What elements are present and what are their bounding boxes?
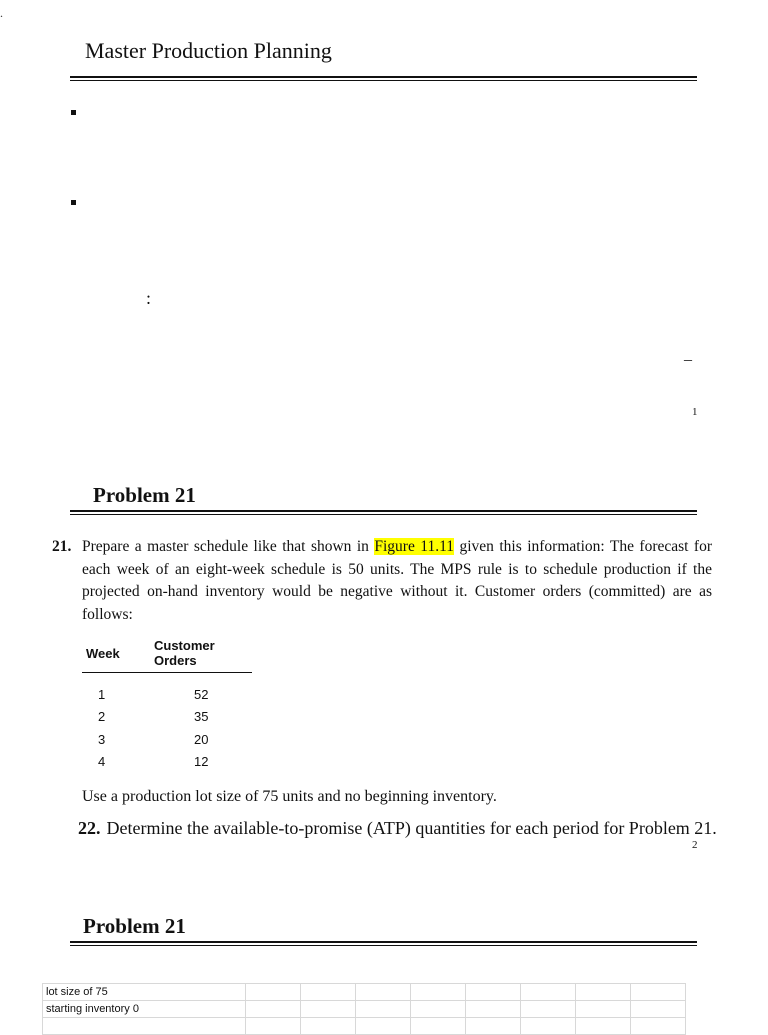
sheet-cell	[576, 1018, 631, 1035]
table-row	[82, 673, 252, 706]
sheet-row	[43, 984, 686, 1001]
sheet-cell	[521, 1018, 576, 1035]
week-cell: 4	[98, 754, 106, 770]
page-number: 1	[692, 406, 698, 418]
table-row	[82, 706, 252, 729]
title-rule	[70, 76, 697, 81]
sheet-cell	[301, 1001, 356, 1018]
heading-rule	[70, 510, 697, 515]
sheet-label-cell	[43, 1018, 246, 1035]
figure-reference-highlight: Figure 11.11	[374, 538, 455, 555]
week-cell: 3	[98, 731, 106, 747]
orders-cell: 20	[194, 731, 209, 747]
sheet-cell	[356, 1001, 411, 1018]
problem-text	[82, 536, 712, 626]
bullet-marker	[71, 110, 76, 115]
sheet-cell	[356, 1018, 411, 1035]
sheet-cell	[411, 984, 466, 1001]
sheet-cell	[246, 984, 301, 1001]
problem-heading: Problem 21	[93, 483, 196, 507]
sheet-cell	[466, 984, 521, 1001]
problem-text-end: given this information: The forecast for each week of an eight-week schedule is 50 units. The MPS rule is to schedule production if the projected on-hand inventory would be negative without it. Customer orders (committed) are as follows:	[82, 538, 712, 623]
week-cell: 2	[98, 709, 106, 725]
column-header-week: Week	[82, 638, 154, 673]
sheet-cell	[631, 1018, 686, 1035]
problem-22-statement	[78, 818, 717, 839]
sheet-cell	[576, 1001, 631, 1018]
sheet-label-cell: starting inventory 0	[43, 1001, 246, 1018]
sheet-cell	[631, 984, 686, 1001]
sheet-cell	[576, 984, 631, 1001]
heading-rule	[70, 941, 697, 946]
sheet-row	[43, 1018, 686, 1035]
problem-text: Determine the available-to-promise (ATP) quantities for each period for Problem 21.	[106, 818, 717, 838]
customer-orders-table	[82, 638, 252, 773]
problem-number: 21.	[52, 538, 72, 555]
dash-mark: _	[684, 346, 692, 363]
table-row	[82, 728, 252, 751]
sheet-cell	[411, 1001, 466, 1018]
sheet-cell	[466, 1001, 521, 1018]
sheet-cell	[521, 1001, 576, 1018]
bullet-marker	[71, 200, 76, 205]
orders-cell: 12	[194, 754, 209, 770]
sheet-cell	[301, 1018, 356, 1035]
spreadsheet-grid	[42, 983, 686, 1035]
week-cell: 1	[98, 686, 106, 702]
problem-heading: Problem 21	[83, 914, 186, 938]
problem-number: 22.	[78, 818, 101, 838]
sheet-label-cell: lot size of 75	[43, 984, 246, 1001]
sheet-row	[43, 1001, 686, 1018]
sheet-cell	[246, 1018, 301, 1035]
table-row	[82, 751, 252, 774]
problem-21-statement	[52, 536, 712, 626]
page-number: 2	[692, 839, 698, 851]
orders-cell: 35	[194, 709, 209, 725]
sheet-cell	[631, 1001, 686, 1018]
colon-mark: :	[146, 288, 152, 308]
sheet-cell	[356, 984, 411, 1001]
corner-mark: .	[0, 6, 3, 20]
problem-text-start: Prepare a master schedule like that shown in	[82, 538, 375, 555]
sheet-cell	[301, 984, 356, 1001]
lot-size-text: Use a production lot size of 75 units and no beginning inventory.	[82, 788, 497, 805]
sheet-cell	[411, 1018, 466, 1035]
slide-title: Master Production Planning	[85, 38, 332, 63]
sheet-cell	[521, 984, 576, 1001]
sheet-cell	[466, 1018, 521, 1035]
column-header-customer-orders: Customer Orders	[154, 638, 252, 673]
sheet-cell	[246, 1001, 301, 1018]
orders-cell: 52	[194, 686, 209, 702]
